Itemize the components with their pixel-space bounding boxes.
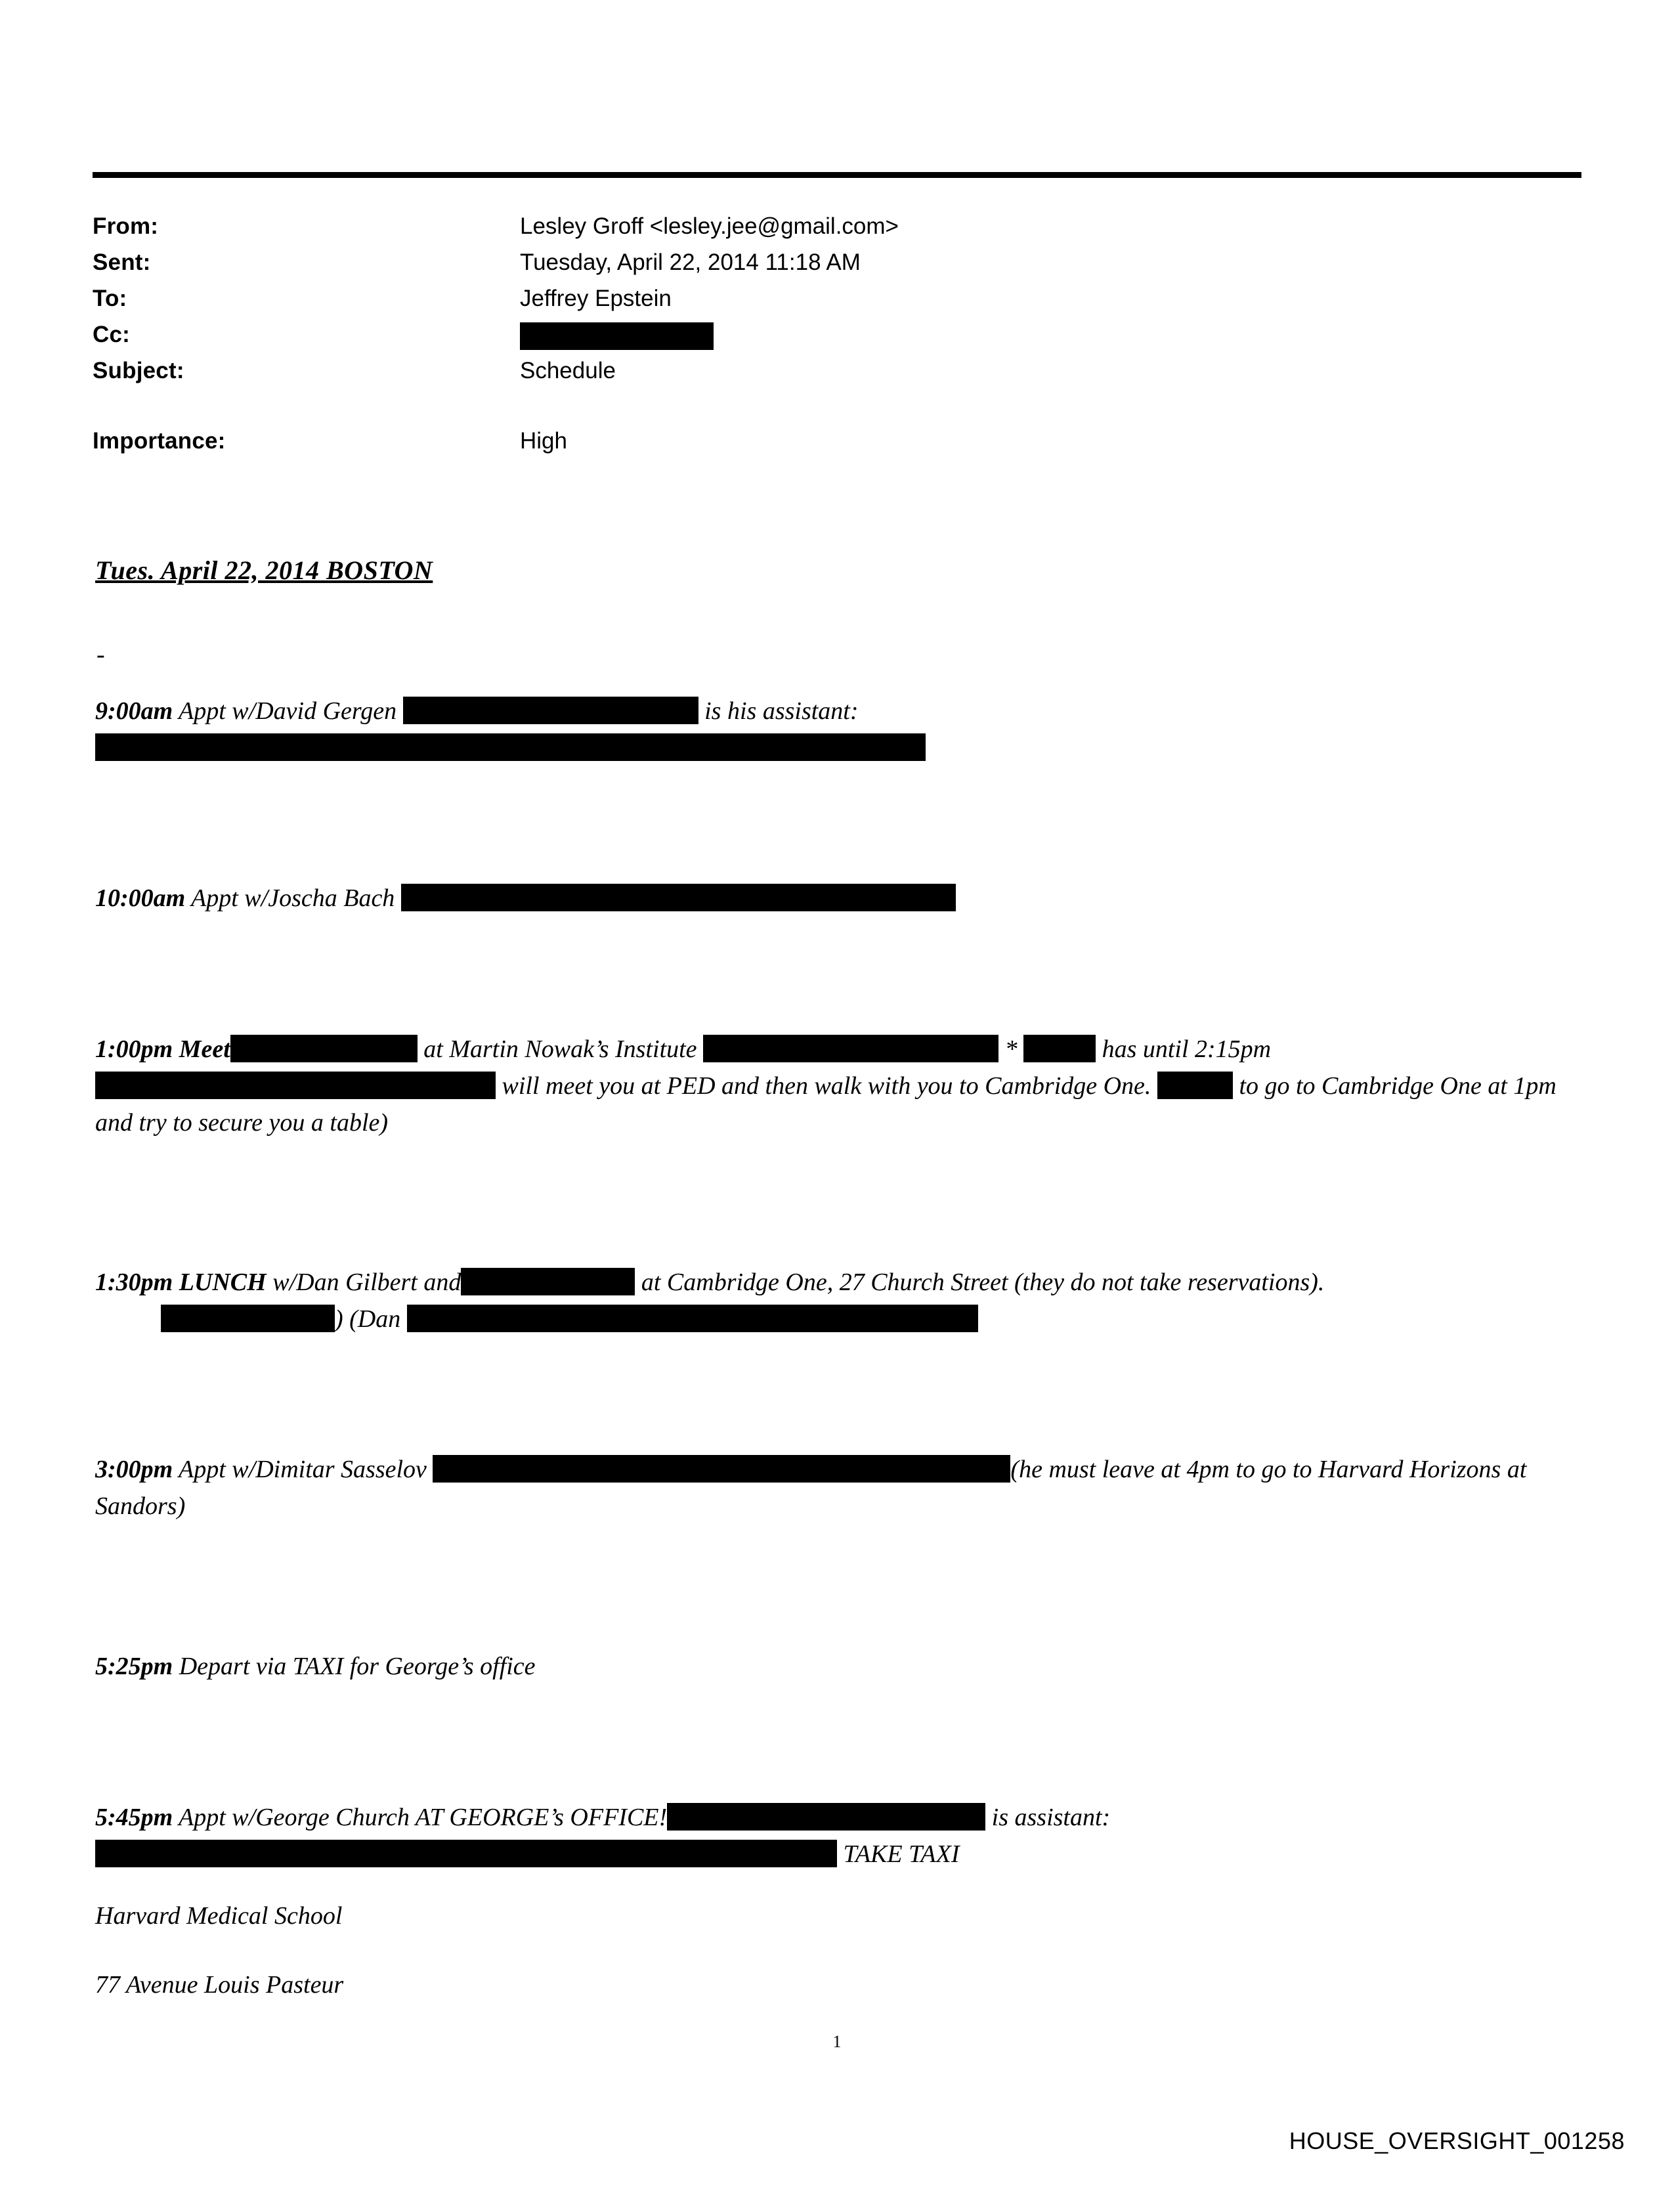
redaction-block xyxy=(1023,1035,1096,1062)
redaction-block xyxy=(95,1840,837,1867)
header-value-importance: High xyxy=(520,428,567,454)
header-value-to: Jeffrey Epstein xyxy=(520,286,672,311)
header-value-sent: Tuesday, April 22, 2014 11:18 AM xyxy=(520,249,861,275)
header-label-from: From: xyxy=(93,213,159,239)
entry-text: * xyxy=(998,1035,1024,1063)
header-rule xyxy=(93,172,1581,178)
address-line-1: Harvard Medical School xyxy=(95,1902,343,1930)
schedule-entry-1725 xyxy=(95,1648,1582,1685)
redaction-block xyxy=(403,697,698,724)
redaction-block xyxy=(520,322,714,350)
entry-text: w/Dan Gilbert and xyxy=(266,1269,461,1296)
entry-time-1300: 1:00pm Meet xyxy=(95,1035,230,1063)
redaction-block xyxy=(407,1305,978,1332)
entry-time-1330: 1:30pm LUNCH xyxy=(95,1269,267,1296)
header-spacer xyxy=(93,393,1589,427)
schedule-entry-1745 xyxy=(95,1799,1582,1873)
entry-time-1725: 5:25pm xyxy=(95,1653,173,1680)
redaction-block xyxy=(1157,1072,1233,1099)
entry-text: Depart via TAXI for George’s office xyxy=(173,1653,536,1680)
address-line-2: 77 Avenue Louis Pasteur xyxy=(95,1971,344,1999)
bates-stamp: HOUSE_OVERSIGHT_001258 xyxy=(1289,2127,1625,2154)
redaction-block xyxy=(161,1305,335,1332)
entry-text: Appt w/George Church AT GEORGE’s OFFICE! xyxy=(173,1804,668,1831)
entry-text: to go to Cambridge One at 1pm and try to secure you a table) xyxy=(95,1072,1556,1137)
redaction-block xyxy=(401,884,956,911)
header-label-to: To: xyxy=(93,286,127,311)
page-number: 1 xyxy=(832,2032,842,2051)
email-header xyxy=(93,212,1589,463)
header-value-cc xyxy=(520,320,714,350)
entry-time-1745: 5:45pm xyxy=(95,1804,173,1831)
header-row-sent xyxy=(93,248,1589,284)
entry-time-1000: 10:00am xyxy=(95,884,186,912)
redaction-block xyxy=(667,1803,985,1831)
redaction-block xyxy=(461,1268,635,1295)
entry-text: has until 2:15pm xyxy=(1096,1035,1272,1063)
header-row-from xyxy=(93,212,1589,248)
redaction-block xyxy=(95,733,926,761)
entry-text: (he must leave at 4pm to go to Harvard Horizons at Sandors) xyxy=(95,1456,1527,1520)
entry-text: Appt w/David Gergen xyxy=(173,697,403,725)
bullet-dash: - xyxy=(97,641,105,668)
entry-text: will meet you at PED and then walk with you to Cambridge One. xyxy=(496,1072,1157,1100)
header-label-sent: Sent: xyxy=(93,249,151,275)
header-label-subject: Subject: xyxy=(93,358,184,383)
entry-text: is his assistant: xyxy=(698,697,859,725)
redaction-block xyxy=(95,1072,496,1099)
redaction-block xyxy=(433,1455,1010,1483)
redaction-block xyxy=(230,1035,418,1062)
entry-text: TAKE TAXI xyxy=(837,1840,960,1868)
header-label-cc: Cc: xyxy=(93,322,130,347)
header-row-to xyxy=(93,284,1589,320)
schedule-entry-1500 xyxy=(95,1451,1582,1525)
schedule-entry-0900 xyxy=(95,693,1582,766)
header-row-cc xyxy=(93,320,1589,357)
schedule-entry-1000 xyxy=(95,880,1582,917)
header-value-subject: Schedule xyxy=(520,358,616,383)
schedule-entry-1330 xyxy=(95,1264,1582,1337)
schedule-entry-1300 xyxy=(95,1031,1582,1141)
header-label-importance: Importance: xyxy=(93,428,226,454)
entry-time-0900: 9:00am xyxy=(95,697,173,725)
header-value-from: Lesley Groff <lesley.jee@gmail.com> xyxy=(520,213,899,239)
entry-text: at Martin Nowak’s Institute xyxy=(417,1035,704,1063)
entry-text: is assistant: xyxy=(985,1804,1111,1831)
entry-text: Appt w/Dimitar Sasselov xyxy=(173,1456,433,1483)
entry-time-1500: 3:00pm xyxy=(95,1456,173,1483)
header-row-importance xyxy=(93,427,1589,463)
schedule-title: Tues. April 22, 2014 BOSTON xyxy=(95,555,433,585)
redaction-block xyxy=(703,1035,998,1062)
entry-text: at Cambridge One, 27 Church Street (they do not take reservations). xyxy=(635,1269,1325,1296)
entry-text: Appt w/Joscha Bach xyxy=(185,884,401,912)
entry-text: ) (Dan xyxy=(335,1305,407,1333)
header-row-subject xyxy=(93,357,1589,393)
